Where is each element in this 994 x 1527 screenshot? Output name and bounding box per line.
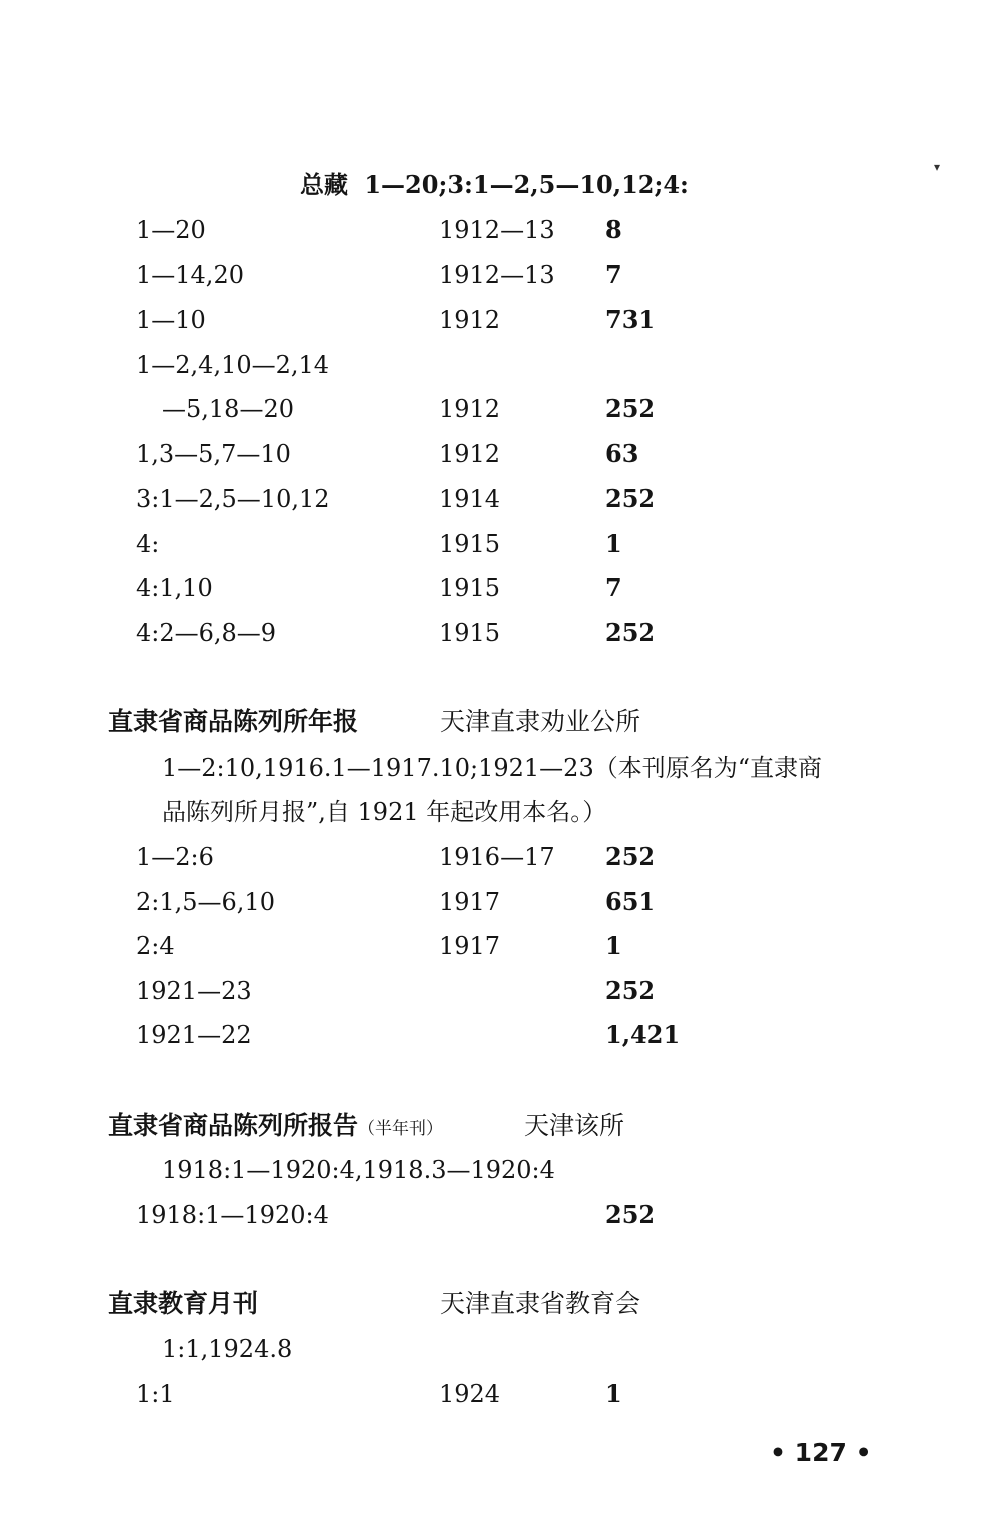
table-row: 3:1—2,5—10,12 1914 252 <box>136 484 656 513</box>
table-row: 4:1,10 1915 7 <box>136 573 622 602</box>
holdings-label: 总藏 <box>300 170 348 199</box>
table-row: 2:4 1917 1 <box>136 931 622 960</box>
entry-heading <box>0 1282 994 1326</box>
entry-note: 1—2:10,1916.1—1917.10;1921—23（本刊原名为“直隶商 <box>162 754 822 782</box>
table-row: 1921—23 252 <box>136 976 656 1005</box>
entry-note: 品陈列所月报”,自 1921 年起改用本名。） <box>162 798 607 826</box>
table-row: 1—2,4,10—2,14 <box>136 351 330 379</box>
entry-heading <box>0 1104 994 1148</box>
table-row: —5,18—20 1912 252 <box>162 394 656 423</box>
page-number: • 127 • <box>770 1438 872 1467</box>
table-row: 1:1 1924 1 <box>136 1379 622 1408</box>
table-row: 2:1,5—6,10 1917 651 <box>136 887 656 916</box>
table-row: 1—14,20 1912—13 7 <box>136 260 622 289</box>
entry-title: 直隶省商品陈列所年报 <box>108 707 359 736</box>
table-row: 1—2:6 1916—17 252 <box>136 842 656 871</box>
entry-note: 1:1,1924.8 <box>162 1335 293 1363</box>
entry-note: 1918:1—1920:4,1918.3—1920:4 <box>162 1156 555 1184</box>
entry-publisher: 天津直隶劝业公所 <box>440 707 641 736</box>
holdings-range: 1—20;3:1—2,5—10,12;4: <box>364 170 689 199</box>
entry-publisher: 天津该所 <box>524 1111 625 1140</box>
entry-publisher: 天津直隶省教育会 <box>440 1289 641 1318</box>
table-row: 4: 1915 1 <box>136 529 622 558</box>
table-row: 1—20 1912—13 8 <box>136 215 622 244</box>
table-row: 1921—22 1,421 <box>136 1020 681 1049</box>
entry-title: 直隶教育月刊 <box>108 1289 259 1318</box>
table-row: 1—10 1912 731 <box>136 305 656 334</box>
table-row: 1,3—5,7—10 1912 63 <box>136 439 639 468</box>
scan-speck: ▾ <box>934 160 941 174</box>
entry-heading <box>0 700 994 744</box>
table-row: 4:2—6,8—9 1915 252 <box>136 618 656 647</box>
holdings-summary <box>0 163 994 207</box>
entry-frequency: （半年刊） <box>358 1119 444 1139</box>
table-row: 1918:1—1920:4 252 <box>136 1200 656 1229</box>
entry-title: 直隶省商品陈列所报告 <box>108 1111 359 1140</box>
